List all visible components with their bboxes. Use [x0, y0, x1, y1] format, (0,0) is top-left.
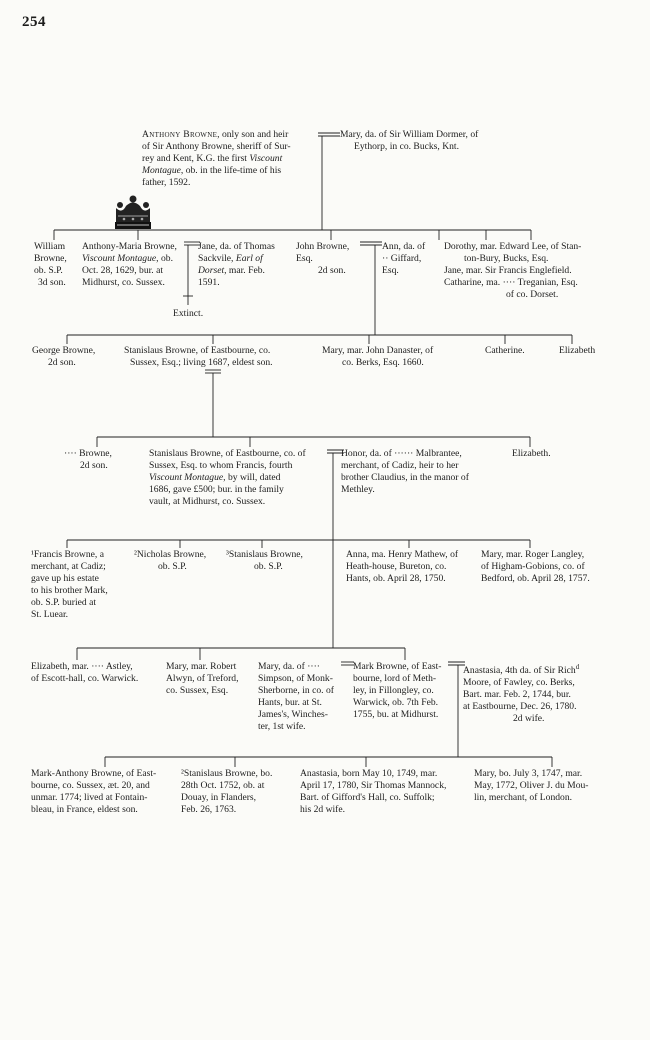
mary-dumoulin-l1: Mary, bo. July 3, 1747, mar.: [474, 768, 583, 779]
honor-l2: merchant, of Cadiz, heir to her: [341, 460, 459, 471]
mark-l4: Warwick, ob. 7th Feb.: [353, 697, 439, 708]
stanislaus7-l4: Feb. 26, 1763.: [181, 804, 237, 815]
francis-l4: to his brother Mark,: [31, 585, 108, 596]
nicholas-l1: ²Nicholas Browne,: [134, 549, 207, 560]
mary-danaster-entry: [322, 345, 482, 369]
extinct-label: Extinct.: [173, 308, 204, 319]
anthony-browne-name: Anthony Browne: [142, 129, 218, 140]
mary-alwyn-entry: [166, 661, 256, 697]
mark-anthony-entry: [31, 768, 176, 816]
anthony-browne-text1: , only son and heir: [217, 129, 289, 140]
mary-simpson-l6: ter, 1st wife.: [258, 721, 306, 732]
anna-l1: Anna, ma. Henry Mathew, of: [346, 549, 459, 560]
anastasia-moore-l3: Bart. mar. Feb. 2, 1744, bur.: [463, 689, 571, 701]
elizabeth-astley-entry: [31, 661, 161, 685]
mark-l3: ley, in Fillongley, co.: [353, 685, 434, 696]
anthony-browne-title2: Montague: [142, 165, 181, 176]
mary-dormer-entry: [340, 129, 540, 153]
stanislaus5-l1: ³Stanislaus Browne,: [226, 549, 303, 560]
anastasia-mannock-entry: [300, 768, 470, 816]
stanislaus4-title: Viscount Montague: [149, 472, 224, 483]
ann-l1: Ann, da. of: [382, 241, 426, 252]
mary-langley-entry: [481, 549, 641, 585]
dorothy-l3: Jane, mar. Sir Francis Englefield.: [444, 265, 572, 276]
mary-alwyn-l1: Mary, mar. Robert: [166, 661, 237, 672]
mary-simpson-l1: Mary, da. of ····: [258, 661, 320, 672]
anastasia-moore-l1: Anastasia, 4th da. of Sir Rich: [463, 665, 576, 677]
mary-simpson-l3: Sherborne, in co. of: [258, 685, 334, 696]
anthony-browne-entry: [142, 129, 320, 189]
browne-2d-son-entry: [64, 448, 142, 472]
mark-browne-entry: [353, 661, 451, 721]
stanislaus-gen4-entry: [149, 448, 337, 508]
page-number: 254: [22, 14, 46, 30]
mary-simpson-l4: Hants, bur. at St.: [258, 697, 322, 708]
anthony-browne-text3: rey and Kent, K.G. the first: [142, 153, 250, 164]
stanislaus4-l1: Stanislaus Browne, of Eastbourne, co. of: [149, 448, 306, 459]
elizabeth-gen3-entry: Elizabeth: [559, 345, 596, 356]
john-l1: John Browne, Esq.: [296, 241, 350, 264]
stanislaus-gen3-entry: [124, 345, 314, 369]
ann-giffard-entry: [382, 241, 437, 277]
anthony-browne-title: Viscount: [249, 153, 283, 164]
mark-anthony-l4: bleau, in France, eldest son.: [31, 804, 138, 815]
anthony-maria-title: Viscount Montague: [82, 253, 157, 264]
mary-simpson-l2: Simpson, of Monk-: [258, 673, 333, 684]
stanislaus4-l5: vault, at Midhurst, co. Sussex.: [149, 496, 266, 507]
ann-l2: ·· Giffard,: [382, 253, 422, 264]
dorothy-l1: Dorothy, mar. Edward Lee, of Stan-: [444, 241, 582, 252]
honor-l4: Methley.: [341, 484, 375, 495]
mary-langley-l1: Mary, mar. Roger Langley,: [481, 549, 585, 560]
george-l2: 2d son.: [48, 357, 76, 368]
browne4-l2: 2d son.: [80, 460, 108, 471]
stanislaus3-l2: Sussex, Esq.; living 1687, eldest son.: [130, 357, 273, 368]
anastasia-moore-entry: [463, 661, 623, 725]
stanislaus3-l1: Stanislaus Browne, of Eastbourne, co.: [124, 345, 271, 356]
francis-l1: ¹Francis Browne, a: [31, 549, 104, 560]
anthony-maria-l1: Anthony-Maria Browne,: [82, 241, 177, 252]
elizabeth-gen4-entry: Elizabeth.: [512, 448, 551, 459]
george-browne-entry: [32, 345, 122, 369]
anthony-maria-l4: Midhurst, co. Sussex.: [82, 277, 165, 288]
dorothy-l2: ton-Bury, Bucks, Esq.: [464, 253, 549, 264]
william-browne-entry: [34, 241, 79, 289]
stanislaus7-l3: Douay, in Flanders,: [181, 792, 257, 803]
anastasia7-l3: Bart. of Gifford's Hall, co. Suffolk;: [300, 792, 435, 803]
anthony-maria-entry: [82, 241, 186, 289]
george-l1: George Browne,: [32, 345, 96, 356]
anthony-browne-text2: of Sir Anthony Browne, sheriff of Sur-: [142, 141, 291, 152]
john-browne-entry: [296, 241, 366, 277]
mark-l5: 1755, bu. at Midhurst.: [353, 709, 439, 720]
mary-alwyn-l3: co. Sussex, Esq.: [166, 685, 229, 696]
dorothy-entry: [444, 241, 634, 301]
honor-l1: Honor, da. of ······ Malbrantee,: [341, 448, 462, 459]
honor-malbrantee-entry: [341, 448, 501, 496]
mary-dormer-line2: Eythorp, in co. Bucks, Knt.: [354, 141, 459, 152]
mark-anthony-l2: bourne, co. Sussex, æt. 20, and: [31, 780, 150, 791]
mary-dumoulin-l3: lin, merchant, of London.: [474, 792, 573, 803]
mark-l2: bourne, lord of Meth-: [353, 673, 437, 684]
mark-anthony-l3: unmar. 1774; lived at Fontain-: [31, 792, 148, 803]
anthony-browne-text4: , ob. in the life-time of his: [180, 165, 282, 176]
mary-simpson-entry: [258, 661, 350, 733]
jane-l2b: Earl of: [235, 253, 263, 264]
francis-l3: gave up his estate: [31, 573, 99, 584]
mary-langley-l2: of Higham-Gobions, co. of: [481, 561, 585, 572]
honor-l3: brother Claudius, in the manor of: [341, 472, 469, 483]
stanislaus7-l2: 28th Oct. 1752, ob. at: [181, 780, 265, 791]
anthony-maria-l2: , ob.: [156, 253, 173, 264]
nicholas-browne-entry: [134, 549, 224, 573]
mary-danaster-l2: co. Berks, Esq. 1660.: [342, 357, 424, 368]
mary-dumoulin-entry: [474, 768, 634, 804]
john-l2: 2d son.: [318, 265, 346, 276]
stanislaus4-l4: 1686, gave £500; bur. in the family: [149, 484, 284, 495]
elizabeth-astley-l2: of Escott-hall, co. Warwick.: [31, 673, 139, 684]
anastasia7-l1: Anastasia, born May 10, 1749, mar.: [300, 768, 438, 779]
francis-l2: merchant, at Cadiz;: [31, 561, 106, 572]
francis-l5: ob. S.P. buried at: [31, 597, 97, 608]
mark-l1: Mark Browne, of East-: [353, 661, 442, 672]
stanislaus4-l3: , by will, dated: [223, 472, 281, 483]
ann-l3: Esq.: [382, 265, 399, 276]
nicholas-l2: ob. S.P.: [158, 561, 187, 572]
stanislaus5-l2: ob. S.P.: [254, 561, 283, 572]
stanislaus7-l1: ²Stanislaus Browne, bo.: [181, 768, 273, 779]
anna-l3: Hants, ob. April 28, 1750.: [346, 573, 446, 584]
anthony-maria-l3: Oct. 28, 1629, bur. at: [82, 265, 164, 276]
william-l3: ob. S.P.: [34, 265, 63, 276]
stanislaus4-l2: Sussex, Esq. to whom Francis, fourth: [149, 460, 293, 471]
mary-danaster-l1: Mary, mar. John Danaster, of: [322, 345, 434, 356]
jane-sackvile-entry: [198, 241, 300, 289]
william-l1: William: [34, 241, 66, 252]
anastasia-moore-sup: d: [575, 663, 580, 671]
catherine-entry: Catherine.: [485, 345, 525, 356]
mary-simpson-l5: James's, Winches-: [258, 709, 328, 720]
mary-dormer-line1: Mary, da. of Sir William Dormer, of: [340, 129, 479, 140]
mary-alwyn-l2: Alwyn, of Treford,: [166, 673, 239, 684]
jane-l1: Jane, da. of Thomas: [198, 241, 275, 252]
anastasia-moore-l5: 2d wife.: [513, 713, 545, 725]
william-l2: Browne,: [34, 253, 67, 264]
browne4-l1: ···· Browne,: [64, 448, 112, 459]
anthony-browne-text5: father, 1592.: [142, 177, 191, 188]
jane-l2a: Sackvile,: [198, 253, 236, 264]
dorothy-l4: Catharine, ma. ···· Treganian, Esq.: [444, 277, 578, 288]
william-l4: 3d son.: [38, 277, 66, 288]
anastasia7-l4: his 2d wife.: [300, 804, 346, 815]
francis-browne-entry: [31, 549, 131, 621]
anna-mathew-entry: [346, 549, 481, 585]
stanislaus-gen7-entry: [181, 768, 295, 816]
jane-l3b: , mar. Feb.: [224, 265, 265, 276]
mary-dumoulin-l2: May, 1772, Oliver J. du Mou-: [474, 780, 589, 791]
mary-langley-l3: Bedford, ob. April 28, 1757.: [481, 573, 590, 584]
jane-l3a: Dorset: [198, 265, 225, 276]
elizabeth-astley-l1: Elizabeth, mar. ···· Astley,: [31, 661, 133, 672]
anna-l2: Heath-house, Bureton, co.: [346, 561, 447, 572]
stanislaus-gen5-entry: [226, 549, 326, 573]
dorothy-l5: of co. Dorset.: [506, 289, 559, 300]
anastasia-moore-l4: at Eastbourne, Dec. 26, 1780.: [463, 701, 577, 713]
mark-anthony-l1: Mark-Anthony Browne, of East-: [31, 768, 157, 779]
jane-l4: 1591.: [198, 277, 220, 288]
coronet-icon: [112, 194, 154, 232]
anastasia7-l2: April 17, 1780, Sir Thomas Mannock,: [300, 780, 447, 791]
anastasia-moore-l2: Moore, of Fawley, co. Berks,: [463, 677, 575, 689]
francis-l6: St. Luear.: [31, 609, 69, 620]
